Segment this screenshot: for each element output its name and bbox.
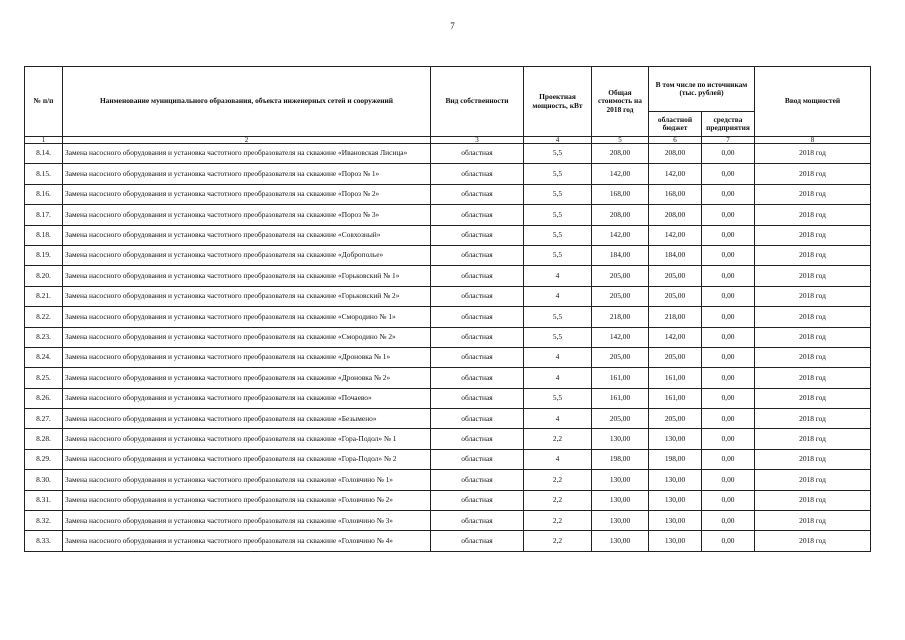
regional-budget-amount: 130,00 [649,470,702,490]
design-power: 4 [524,409,592,429]
design-power: 5,5 [524,245,592,265]
design-power: 2,2 [524,531,592,551]
row-number: 8.26. [25,388,63,408]
design-power: 2,2 [524,511,592,531]
regional-budget-amount: 218,00 [649,307,702,327]
object-name: Замена насосного оборудования и установка частотного преобразователя на скважине «Дроновка № 2» [63,368,431,388]
enterprise-funds-amount: 0,00 [702,490,755,510]
table-row [25,511,871,531]
commissioning-year: 2018 год [755,347,871,367]
table-row [25,205,871,225]
column-number: 5 [592,137,649,144]
enterprise-funds-amount: 0,00 [702,286,755,306]
enterprise-funds-amount: 0,00 [702,225,755,245]
regional-budget-amount: 208,00 [649,144,702,164]
table-row [25,164,871,184]
header-sources: В том числе по источникам (тыс. рублей) [649,67,755,112]
total-cost: 130,00 [592,490,649,510]
total-cost: 218,00 [592,307,649,327]
object-name: Замена насосного оборудования и установка частотного преобразователя на скважине «Гора-Подол» № 2 [63,449,431,469]
row-number: 8.20. [25,266,63,286]
design-power: 5,5 [524,184,592,204]
design-power: 5,5 [524,225,592,245]
enterprise-funds-amount: 0,00 [702,511,755,531]
total-cost: 161,00 [592,368,649,388]
regional-budget-amount: 205,00 [649,266,702,286]
row-number: 8.30. [25,470,63,490]
commissioning-year: 2018 год [755,490,871,510]
enterprise-funds-amount: 0,00 [702,368,755,388]
design-power: 4 [524,266,592,286]
total-cost: 198,00 [592,449,649,469]
table-row [25,225,871,245]
row-number: 8.24. [25,347,63,367]
regional-budget-amount: 205,00 [649,347,702,367]
ownership-type: областная [431,225,524,245]
object-name: Замена насосного оборудования и установка частотного преобразователя на скважине «Головчино № 1» [63,470,431,490]
commissioning-year: 2018 год [755,286,871,306]
commissioning-year: 2018 год [755,307,871,327]
ownership-type: областная [431,490,524,510]
commissioning-year: 2018 год [755,164,871,184]
column-number: 8 [755,137,871,144]
investment-table [24,66,871,552]
commissioning-year: 2018 год [755,531,871,551]
header-name: Наименование муниципального образования, объекта инженерных сетей и сооружений [63,67,431,137]
column-number: 3 [431,137,524,144]
total-cost: 205,00 [592,266,649,286]
commissioning-year: 2018 год [755,266,871,286]
design-power: 5,5 [524,205,592,225]
object-name: Замена насосного оборудования и установка частотного преобразователя на скважине «Пороз № 2» [63,184,431,204]
ownership-type: областная [431,388,524,408]
header-ownership: Вид собственности [431,67,524,137]
total-cost: 161,00 [592,388,649,408]
row-number: 8.15. [25,164,63,184]
commissioning-year: 2018 год [755,144,871,164]
row-number: 8.32. [25,511,63,531]
header-num: № п/п [25,67,63,137]
total-cost: 168,00 [592,184,649,204]
table-row [25,531,871,551]
total-cost: 205,00 [592,286,649,306]
table-row [25,144,871,164]
ownership-type: областная [431,449,524,469]
regional-budget-amount: 205,00 [649,286,702,306]
enterprise-funds-amount: 0,00 [702,347,755,367]
total-cost: 142,00 [592,164,649,184]
regional-budget-amount: 168,00 [649,184,702,204]
row-number: 8.23. [25,327,63,347]
commissioning-year: 2018 год [755,511,871,531]
design-power: 4 [524,368,592,388]
enterprise-funds-amount: 0,00 [702,144,755,164]
enterprise-funds-amount: 0,00 [702,266,755,286]
column-number: 2 [63,137,431,144]
row-number: 8.28. [25,429,63,449]
object-name: Замена насосного оборудования и установка частотного преобразователя на скважине «Пороз № 3» [63,205,431,225]
total-cost: 142,00 [592,225,649,245]
enterprise-funds-amount: 0,00 [702,388,755,408]
ownership-type: областная [431,347,524,367]
regional-budget-amount: 130,00 [649,511,702,531]
table-row [25,347,871,367]
regional-budget-amount: 142,00 [649,164,702,184]
ownership-type: областная [431,184,524,204]
row-number: 8.22. [25,307,63,327]
design-power: 2,2 [524,470,592,490]
object-name: Замена насосного оборудования и установка частотного преобразователя на скважине «Смородино № 1» [63,307,431,327]
object-name: Замена насосного оборудования и установка частотного преобразователя на скважине «Горьковский № 2» [63,286,431,306]
ownership-type: областная [431,245,524,265]
row-number: 8.29. [25,449,63,469]
table-row [25,245,871,265]
commissioning-year: 2018 год [755,245,871,265]
regional-budget-amount: 142,00 [649,225,702,245]
design-power: 5,5 [524,164,592,184]
total-cost: 208,00 [592,144,649,164]
table-row [25,266,871,286]
ownership-type: областная [431,144,524,164]
header-power: Проектная мощность, кВт [524,67,592,137]
header-total-cost: Общая стоимость на 2018 год [592,67,649,137]
enterprise-funds-amount: 0,00 [702,429,755,449]
enterprise-funds-amount: 0,00 [702,164,755,184]
commissioning-year: 2018 год [755,449,871,469]
row-number: 8.16. [25,184,63,204]
ownership-type: областная [431,307,524,327]
enterprise-funds-amount: 0,00 [702,307,755,327]
design-power: 5,5 [524,307,592,327]
regional-budget-amount: 142,00 [649,327,702,347]
table-row [25,307,871,327]
total-cost: 184,00 [592,245,649,265]
total-cost: 130,00 [592,511,649,531]
design-power: 5,5 [524,388,592,408]
commissioning-year: 2018 год [755,388,871,408]
table-row [25,409,871,429]
enterprise-funds-amount: 0,00 [702,205,755,225]
ownership-type: областная [431,266,524,286]
regional-budget-amount: 161,00 [649,388,702,408]
row-number: 8.21. [25,286,63,306]
regional-budget-amount: 184,00 [649,245,702,265]
regional-budget-amount: 130,00 [649,531,702,551]
ownership-type: областная [431,164,524,184]
object-name: Замена насосного оборудования и установка частотного преобразователя на скважине «Горьковский № 1» [63,266,431,286]
column-number: 7 [702,137,755,144]
ownership-type: областная [431,531,524,551]
row-number: 8.19. [25,245,63,265]
row-number: 8.18. [25,225,63,245]
row-number: 8.27. [25,409,63,429]
table-row [25,286,871,306]
total-cost: 205,00 [592,347,649,367]
enterprise-funds-amount: 0,00 [702,470,755,490]
column-number: 6 [649,137,702,144]
ownership-type: областная [431,286,524,306]
object-name: Замена насосного оборудования и установка частотного преобразователя на скважине «Совхозный» [63,225,431,245]
total-cost: 130,00 [592,470,649,490]
row-number: 8.14. [25,144,63,164]
enterprise-funds-amount: 0,00 [702,531,755,551]
enterprise-funds-amount: 0,00 [702,327,755,347]
commissioning-year: 2018 год [755,470,871,490]
total-cost: 130,00 [592,429,649,449]
object-name: Замена насосного оборудования и установка частотного преобразователя на скважине «Дроновка № 1» [63,347,431,367]
commissioning-year: 2018 год [755,327,871,347]
row-number: 8.31. [25,490,63,510]
header-enterprise-funds: средства предприятия [702,112,755,137]
design-power: 4 [524,449,592,469]
design-power: 5,5 [524,327,592,347]
ownership-type: областная [431,511,524,531]
object-name: Замена насосного оборудования и установка частотного преобразователя на скважине «Безымено» [63,409,431,429]
design-power: 4 [524,286,592,306]
column-number: 4 [524,137,592,144]
enterprise-funds-amount: 0,00 [702,184,755,204]
ownership-type: областная [431,470,524,490]
object-name: Замена насосного оборудования и установка частотного преобразователя на скважине «Гора-Подол» № 1 [63,429,431,449]
object-name: Замена насосного оборудования и установка частотного преобразователя на скважине «Смородино № 2» [63,327,431,347]
design-power: 2,2 [524,429,592,449]
object-name: Замена насосного оборудования и установка частотного преобразователя на скважине «Почаево» [63,388,431,408]
object-name: Замена насосного оборудования и установка частотного преобразователя на скважине «Доброполье» [63,245,431,265]
row-number: 8.33. [25,531,63,551]
object-name: Замена насосного оборудования и установка частотного преобразователя на скважине «Ивановская Лисица» [63,144,431,164]
total-cost: 142,00 [592,327,649,347]
enterprise-funds-amount: 0,00 [702,245,755,265]
design-power: 5,5 [524,144,592,164]
commissioning-year: 2018 год [755,184,871,204]
ownership-type: областная [431,368,524,388]
total-cost: 208,00 [592,205,649,225]
object-name: Замена насосного оборудования и установка частотного преобразователя на скважине «Головчино № 3» [63,511,431,531]
table-row [25,327,871,347]
enterprise-funds-amount: 0,00 [702,409,755,429]
regional-budget-amount: 205,00 [649,409,702,429]
ownership-type: областная [431,429,524,449]
ownership-type: областная [431,205,524,225]
header-regional-budget: областной бюджет [649,112,702,137]
object-name: Замена насосного оборудования и установка частотного преобразователя на скважине «Головчино № 4» [63,531,431,551]
table-row [25,449,871,469]
commissioning-year: 2018 год [755,409,871,429]
object-name: Замена насосного оборудования и установка частотного преобразователя на скважине «Пороз № 1» [63,164,431,184]
object-name: Замена насосного оборудования и установка частотного преобразователя на скважине «Головчино № 2» [63,490,431,510]
regional-budget-amount: 198,00 [649,449,702,469]
regional-budget-amount: 208,00 [649,205,702,225]
table-row [25,429,871,449]
regional-budget-amount: 130,00 [649,490,702,510]
regional-budget-amount: 130,00 [649,429,702,449]
row-number: 8.17. [25,205,63,225]
total-cost: 130,00 [592,531,649,551]
row-number: 8.25. [25,368,63,388]
table-row [25,368,871,388]
header-commissioning: Ввод мощностей [755,67,871,137]
column-number: 1 [25,137,63,144]
page-number: 7 [450,21,455,31]
table-row [25,184,871,204]
design-power: 4 [524,347,592,367]
ownership-type: областная [431,327,524,347]
table-row [25,490,871,510]
table-row [25,470,871,490]
total-cost: 205,00 [592,409,649,429]
commissioning-year: 2018 год [755,429,871,449]
design-power: 2,2 [524,490,592,510]
commissioning-year: 2018 год [755,205,871,225]
commissioning-year: 2018 год [755,368,871,388]
ownership-type: областная [431,409,524,429]
table-row [25,388,871,408]
enterprise-funds-amount: 0,00 [702,449,755,469]
commissioning-year: 2018 год [755,225,871,245]
regional-budget-amount: 161,00 [649,368,702,388]
